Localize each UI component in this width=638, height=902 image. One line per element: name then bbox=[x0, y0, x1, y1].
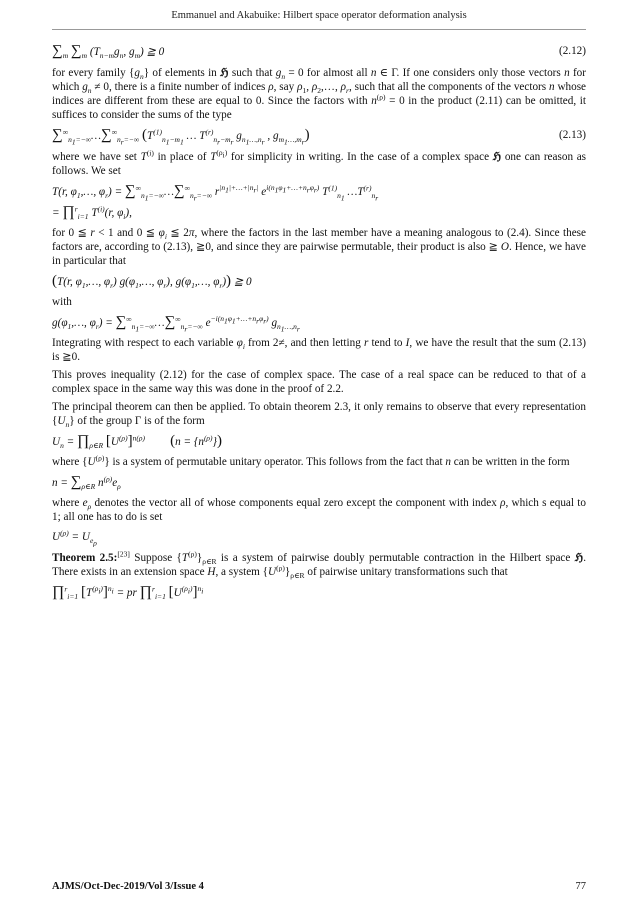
paragraph-1: for every family $\{g_n\}$ of elements in ℌ such that $g_n = 0$ for almost all n ∈ Γ. If one considers only those vectors n for which $g_n \ne 0$, there is a finite number of indices ρ, say $\rho_1$, $\rho_2,\dots$, $\rho_r$, such that all the components of the vectors n whose indices are different from these are equal to 0. Since the factors with $n^{(\rho)} = 0$ in the product (2.11) can be omitted, it suffices to consider the sums of the type bbox=[52, 65, 587, 121]
word-with: with bbox=[52, 296, 72, 308]
page-number: 77 bbox=[575, 881, 586, 892]
equation-final: ∏$^r_{i=1}$ $[T^{(\rho_i)}]^{n_i}$ = pr ∏$^r_{i=1}$ $[U^{(\rho_i)}]^{n_i}$ bbox=[52, 584, 204, 602]
equation-U-e: $U^{(\rho)} = U_{e_\rho}$ bbox=[52, 528, 97, 548]
article-body bbox=[52, 44, 586, 606]
running-header: Emmanuel and Akabuike: Hilbert space operator deformation analysis bbox=[171, 10, 467, 21]
citation-ref[interactable]: [23] bbox=[117, 549, 130, 559]
equation-n-sum: $n = \sum_{\rho\in R}$ $n^{(\rho)}e_\rho$ bbox=[52, 474, 121, 492]
paragraph-3: for 0 ≦ r < 1 and 0 ≦ $\varphi_i$ ≦ 2π, where the factors in the last member have a meaning analogous to (2.4). Since these factors are, according to (2.13), ≧0, and since they are pairwise permutable, their product is also ≧ O. Hence, we have in particular that bbox=[52, 227, 586, 267]
paragraph-5: This proves inequality (2.12) for the case of complex space. The case of a real space can be reduced to that of a complex space in the same way this was done in the proof of 2.2. bbox=[52, 369, 586, 395]
paragraph-4: Integrating with respect to each variable $\varphi_i$ from 2≠, and then letting r tend to I, we have the result that the sum (2.13) is ≧0. bbox=[52, 337, 586, 363]
equation-inequality: (T(r, $\varphi_1,\dots$, $\varphi_r$) $g(\varphi_1,\dots$, $\varphi_r$), $g(\varphi_1,\dots$, $\varphi_r$)) ≧ 0 bbox=[52, 273, 252, 291]
journal-issue: AJMS/Oct-Dec-2019/Vol 3/Issue 4 bbox=[52, 881, 204, 892]
equation-product: = ∏$^r_{i=1}$ $T^{(i)}(r$, $\varphi_i$), bbox=[52, 204, 132, 222]
equation-2-12: $\sum_m$ $\sum_m$ ($T_{n-m}g_n$, $g_m$) ≧ 0 (2.12) bbox=[52, 43, 586, 61]
paragraph-6: The principal theorem can then be applied. To obtain theorem 2.3, it only remains to observe that every representation $\{U_n\}$ of the group Γ is of the form bbox=[52, 401, 586, 430]
page-footer bbox=[52, 881, 586, 892]
equation-2-13: $\sum^\infty_{n_1=-\infty}\dots\sum^\infty_{n_r=-\infty}$ ($T^{(1)}_{n_1-m_1}$ … $T^{(r)}_{n_r-m_r}$ $g_{n_1\dots,n_r}$ , $g_{m_1\dots,m_r}$) (2.13) bbox=[52, 127, 586, 147]
paragraph-8: where $e_\rho$ denotes the vector all of whose components equal zero except the component with index ρ, which s equal to 1; all one has to do is set bbox=[52, 497, 586, 523]
equation-number: (2.12) bbox=[558, 45, 586, 57]
equation-U-product: $U_n$ = $\prod_{\rho\in R}$ $[U^{(\rho)}]^{n(\rho)}$ $(n = \{n^{(\rho)}\})$ bbox=[52, 433, 223, 451]
equation-number: (2.13) bbox=[558, 129, 586, 141]
paragraph-7: where $\{U^{(\rho)}\}$ is a system of permutable unitary operator. This follows from the fact that n can be written in the form bbox=[52, 453, 570, 468]
theorem-2-5: Theorem 2.5:[23] Suppose $\{T^{(\rho)}\}_{\rho\in R}$ is a system of pairwise doubly permutable contraction in the Hilbert space ℌ. There exists in an extension space H, a system $\{U^{(\rho)}\}_{\rho\in R}$ of pairwise unitary transformations such that bbox=[52, 549, 586, 581]
theorem-label: Theorem 2.5: bbox=[52, 552, 118, 564]
paragraph-2: where we have set $T^{(i)}$ in place of $T^{(\rho_i)}$ for simplicity in writing. In the case of a complex space ℌ one can reason as follows. We set bbox=[52, 148, 587, 177]
equation-T-definition: T(r, $\varphi_1,\dots$, $\varphi_r$) = $\sum^\infty_{n_1=-\infty}\dots\sum^\infty_{n_r=-\infty}$ $r^{|n_1|+\dots+|n_r|}$ $e^{i(n_1\varphi_1+\dots+n_r\varphi_r)}$ $T^{(1)}_{n_1}$ $\dots T^{(r)}_{n_r}$ bbox=[52, 183, 379, 203]
equation-g-definition: $g(\varphi_1,\dots$, $\varphi_r$) = $\sum^\infty_{n_1=-\infty}\dots\sum^\infty_{n_r=-\infty}$ $e^{-i(n_1\varphi_1+\dots+n_r\varphi_r)}$ $g_{n_1\dots,n_r}$ bbox=[52, 314, 300, 334]
header-rule bbox=[52, 29, 586, 30]
